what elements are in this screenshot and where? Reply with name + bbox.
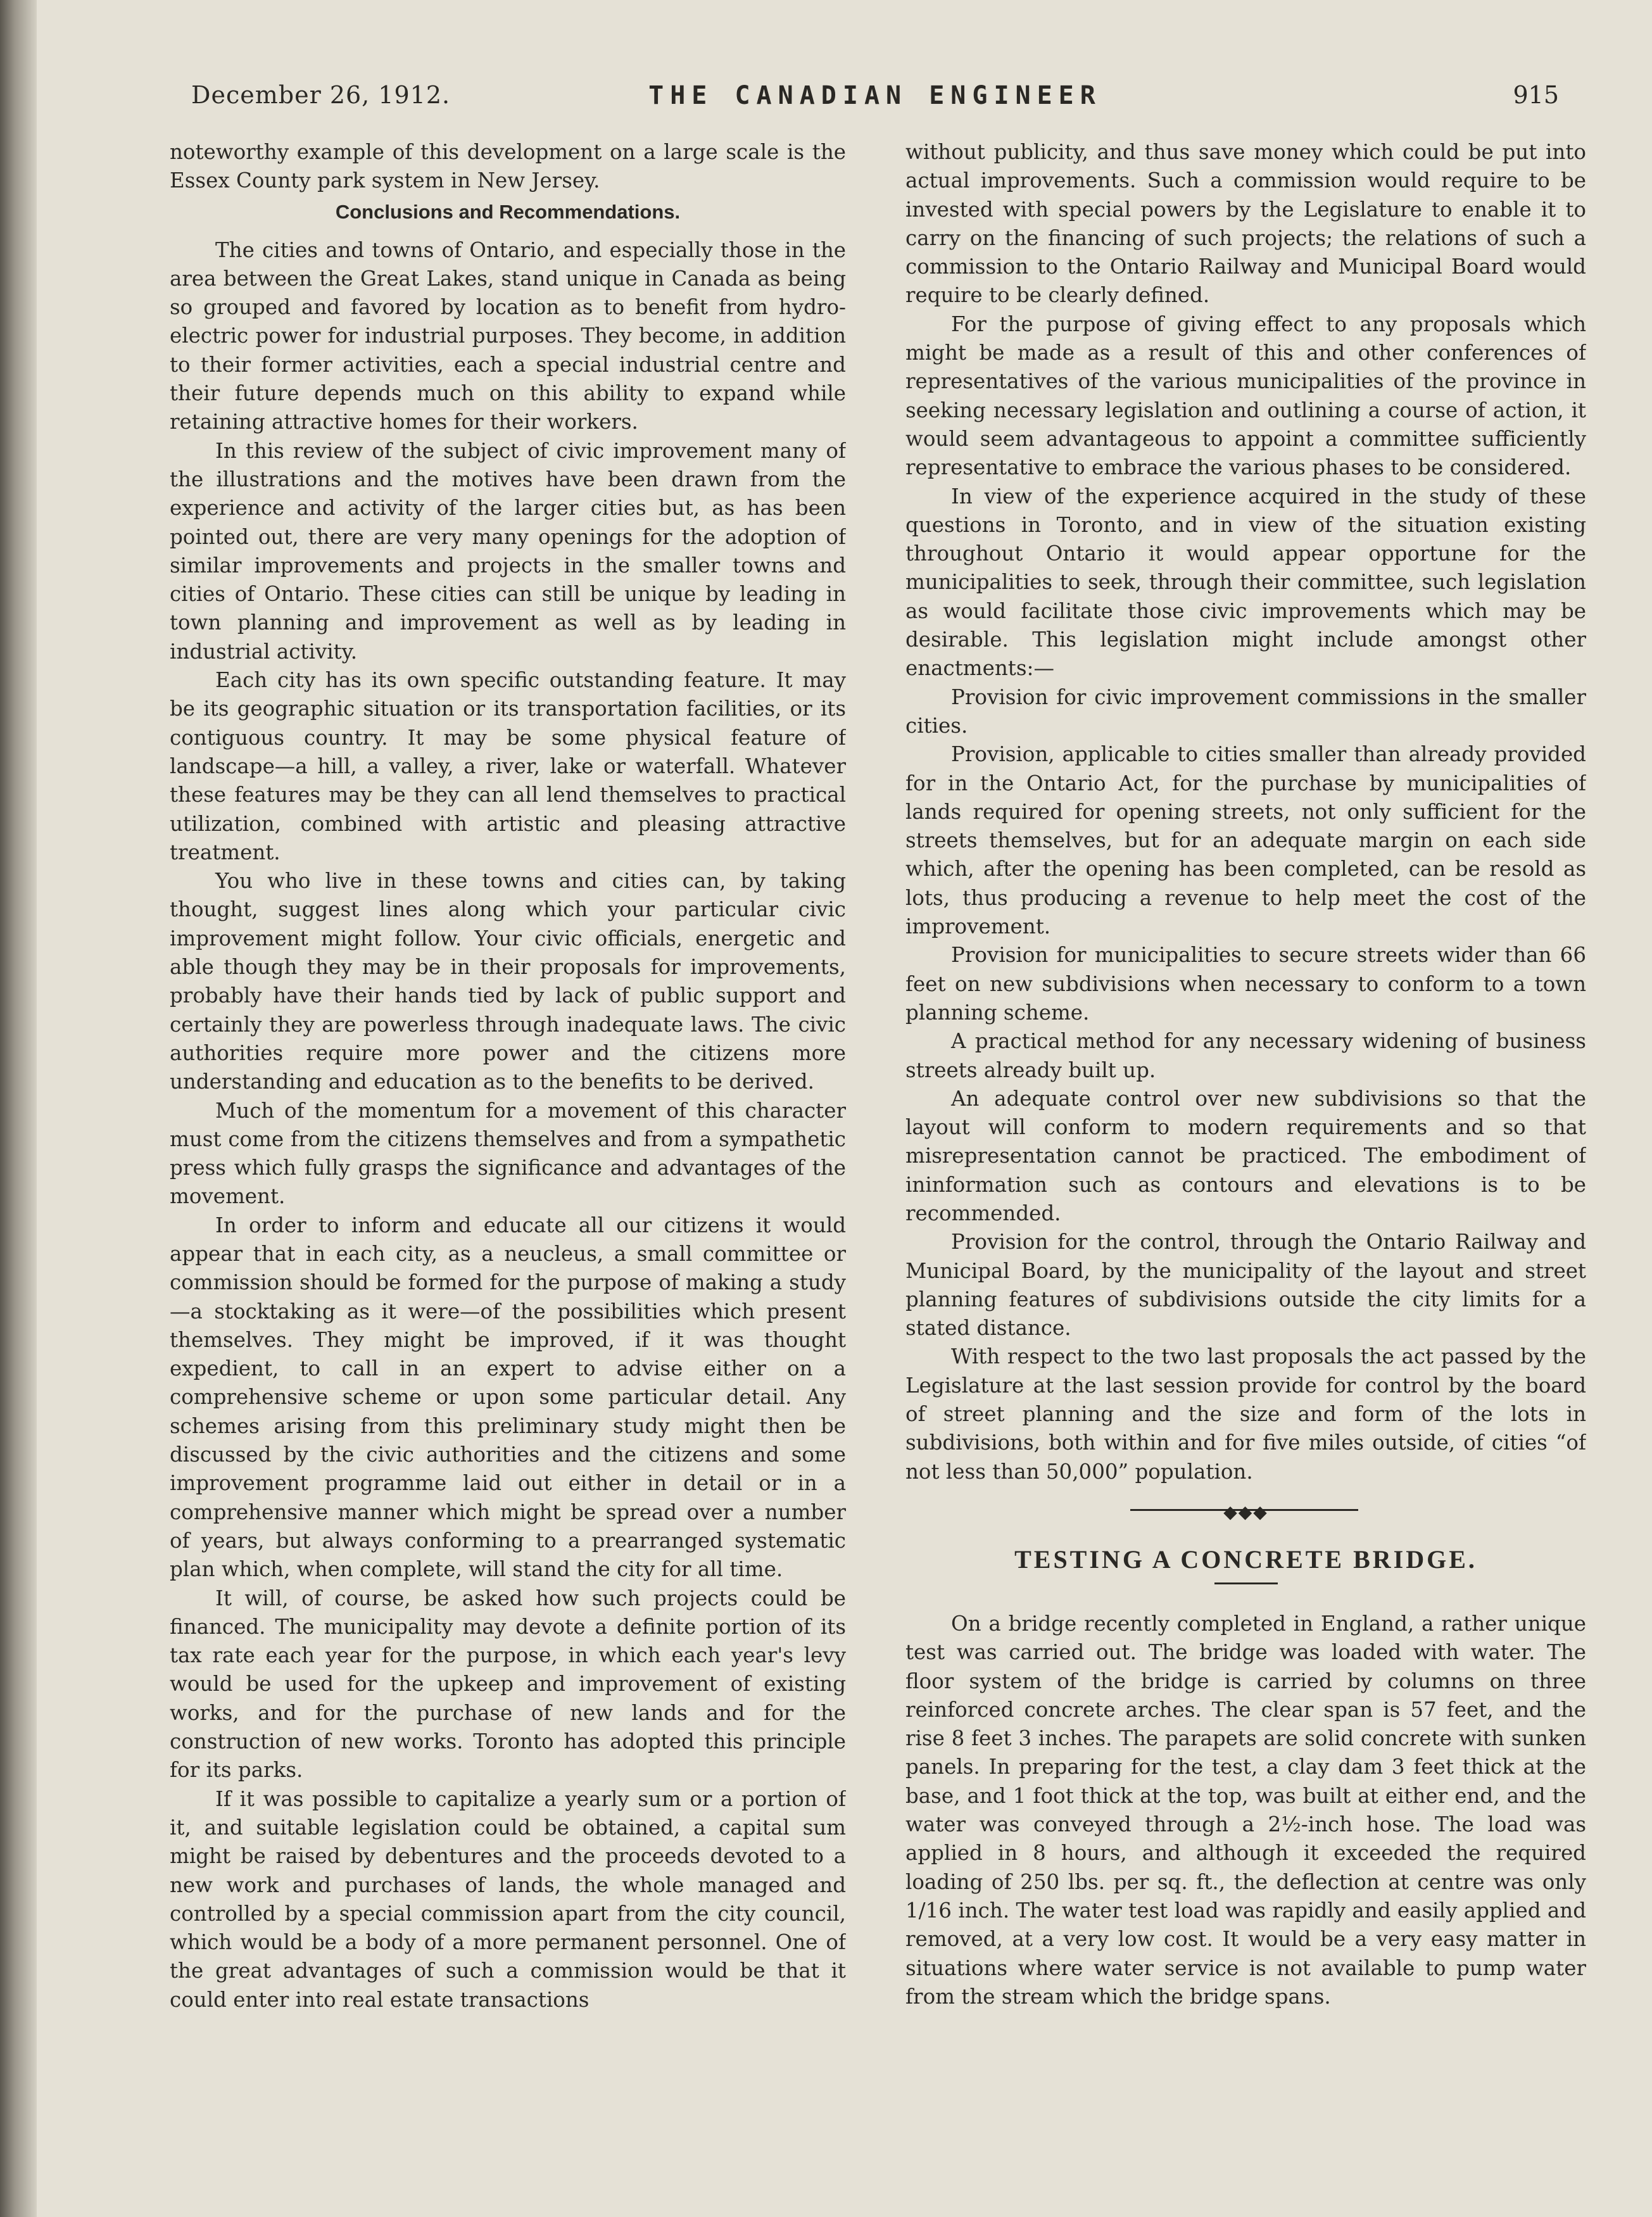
page-number: 915 (1513, 81, 1559, 109)
left-column (170, 138, 846, 2190)
paragraph: You who live in these towns and cities can, by taking thought, suggest lines along which your particular civic improvement might follow. Your civic officials, energetic and able though they may be in their proposals for improvements, probably have their hands tied by lack of public support and certainly they are powerless through inadequate laws. The civic authorities require more power and the citizens more understanding and education as to the benefits to be derived. (170, 869, 846, 1094)
journal-title: THE CANADIAN ENGINEER (648, 81, 1102, 110)
paragraph: Provision for municipalities to secure streets wider than 66 feet on new subdivisions when necessary to conform to a town planning scheme. (905, 943, 1586, 1025)
paragraph: Provision for the control, through the Ontario Railway and Municipal Board, by the municipality of the layout and street planning features of subdivisions outside the city limits for a stated distance. (905, 1230, 1586, 1341)
paragraph: Provision for civic improvement commissions in the smaller cities. (905, 685, 1586, 738)
issue-date: December 26, 1912. (191, 81, 451, 109)
book-spine-shadow (0, 0, 37, 2217)
paragraph: Each city has its own specific outstanding feature. It may be its geographic situation or its transportation facilities, or its contiguous country. It may be some physical feature of landscape—a hill, a valley, a river, lake or waterfall. Whatever these features may be they can all lend themselves to practical utilization, combined with artistic and pleasing attractive treatment. (170, 668, 846, 864)
section-heading: Conclusions and Recommendations. (335, 200, 681, 223)
page-header (191, 81, 1559, 119)
paragraph: An adequate control over new subdivisions so that the layout will conform to modern requirements and so that misrepresentation cannot be practiced. The embodiment of ininformation such as contours and elevations is to be recommended. (905, 1086, 1586, 1225)
paragraph: The cities and towns of Ontario, and especially those in the area between the Great Lakes, stand unique in Canada as being so grouped and favored by location as to benefit from hydro-electric power for industrial purposes. They become, in addition to their former activities, each a special industrial centre and their future depends much on this ability to expand while retaining attractive homes for their workers. (170, 237, 846, 434)
paragraph: In view of the experience acquired in the study of these questions in Toronto, and in view of the situation existing throughout Ontario it would appear opportune for the municipalities to seek, through their committee, such legislation as would facilitate those civic improvements which may be desirable. This legislation might include amongst other enactments:— (905, 484, 1586, 681)
title-underline (1214, 1582, 1278, 1584)
paragraph: It will, of course, be asked how such projects could be financed. The municipality may devote a definite portion of its tax rate each year for the purpose, in which each year's levy would be used for the upkeep and improvement of existing works, and for the purchase of new lands and for the construction of new works. Toronto has adopted this principle for its parks. (170, 1586, 846, 1783)
paragraph: With respect to the two last proposals the act passed by the Legislature at the last session provide for control by the board of street planning and the size and form of the lots in subdivisions, both within and for five miles outside, of cities “of not less than 50,000” population. (905, 1344, 1586, 1484)
paragraph: For the purpose of giving effect to any proposals which might be made as a result of this and other conferences of representatives of the various municipalities of the province in seeking necessary legislation and outlining a course of action, it would seem advantageous to appoint a committee sufficiently representative to embrace the various phases to be considered. (905, 312, 1586, 480)
paragraph: Much of the momentum for a movement of this character must come from the citizens themselves and from a sympathetic press which fully grasps the significance and advantages of the movement. (170, 1098, 846, 1209)
paragraph: A practical method for any necessary widening of business streets already built up. (905, 1029, 1586, 1082)
continuation-paragraph: without publicity, and thus save money which could be put into actual improvements. Such a commission would require to be invested with special powers by the Legislature to enable it to carry on the financing of such projects; the relations of such a commission to the Ontario Railway and Municipal Board would require to be clearly defined. (905, 140, 1586, 308)
diamond-ornament-icon: ◆◆◆ (1223, 1501, 1268, 1522)
article-paragraph: On a bridge recently completed in England, a rather unique test was carried out. The bridge was loaded with water. The floor system of the bridge is carried by columns on three reinforced concrete arches. The clear span is 57 feet, and the rise 8 feet 3 inches. The parapets are solid concrete with sunken panels. In preparing for the test, a clay dam 3 feet thick at the base, and 1 foot thick at the top, was built at either end, and the water was conveyed through a 2½-inch hose. The load was applied in 8 hours, and although it exceeded the required loading of 250 lbs. per sq. ft., the deflection at centre was only 1/16 inch. The water test load was rapidly and easily applied and removed, at a very low cost. It would be a very easy matter in situations where water service is not available to pump water from the stream which the bridge spans. (905, 1611, 1586, 2009)
paragraph: In this review of the subject of civic improvement many of the illustrations and the motives have been drawn from the experience and activity of the larger cities but, as has been pointed out, there are very many openings for the adoption of similar improvements and projects in the smaller towns and cities of Ontario. These cities can still be unique by leading in town planning and improvement as well as by leading in industrial activity. (170, 438, 846, 664)
intro-paragraph: noteworthy example of this development on a large scale is the Essex County park system in New Jersey. (170, 140, 846, 193)
paragraph: If it was possible to capitalize a yearly sum or a portion of it, and suitable legislation could be obtained, a capital sum might be raised by debentures and the proceeds devoted to a new work and purchases of lands, the whole managed and controlled by a special commission apart from the city council, which would be a body of a more permanent personnel. One of the great advantages of such a commission would be that it could enter into real estate transactions (170, 1786, 846, 2012)
right-column (905, 138, 1586, 2126)
section-divider-ornament (905, 1501, 1586, 1522)
paragraph: In order to inform and educate all our citizens it would appear that in each city, as a neucleus, a small committee or commission should be formed for the purpose of making a study—a stocktaking as it were—of the possibilities which present themselves. They might be improved, if it was thought expedient, to call in an expert to advise either on a comprehensive scheme or upon some particular detail. Any schemes arising from this preliminary study might then be discussed by the civic authorities and the citizens and some improvement programme laid out either in detail or in a comprehensive manner which might be spread over a number of years, but always conforming to a prearranged systematic plan which, when complete, will stand the city for all time. (170, 1213, 846, 1582)
paragraph: Provision, applicable to cities smaller than already provided for in the Ontario Act, for the purchase by municipalities of lands required for opening streets, not only sufficient for the streets themselves, but for an adequate margin on each side which, after the opening has been completed, can be resold as lots, thus producing a revenue to help meet the cost of the improvement. (905, 742, 1586, 939)
article-title: TESTING A CONCRETE BRIDGE. (1014, 1544, 1477, 1574)
